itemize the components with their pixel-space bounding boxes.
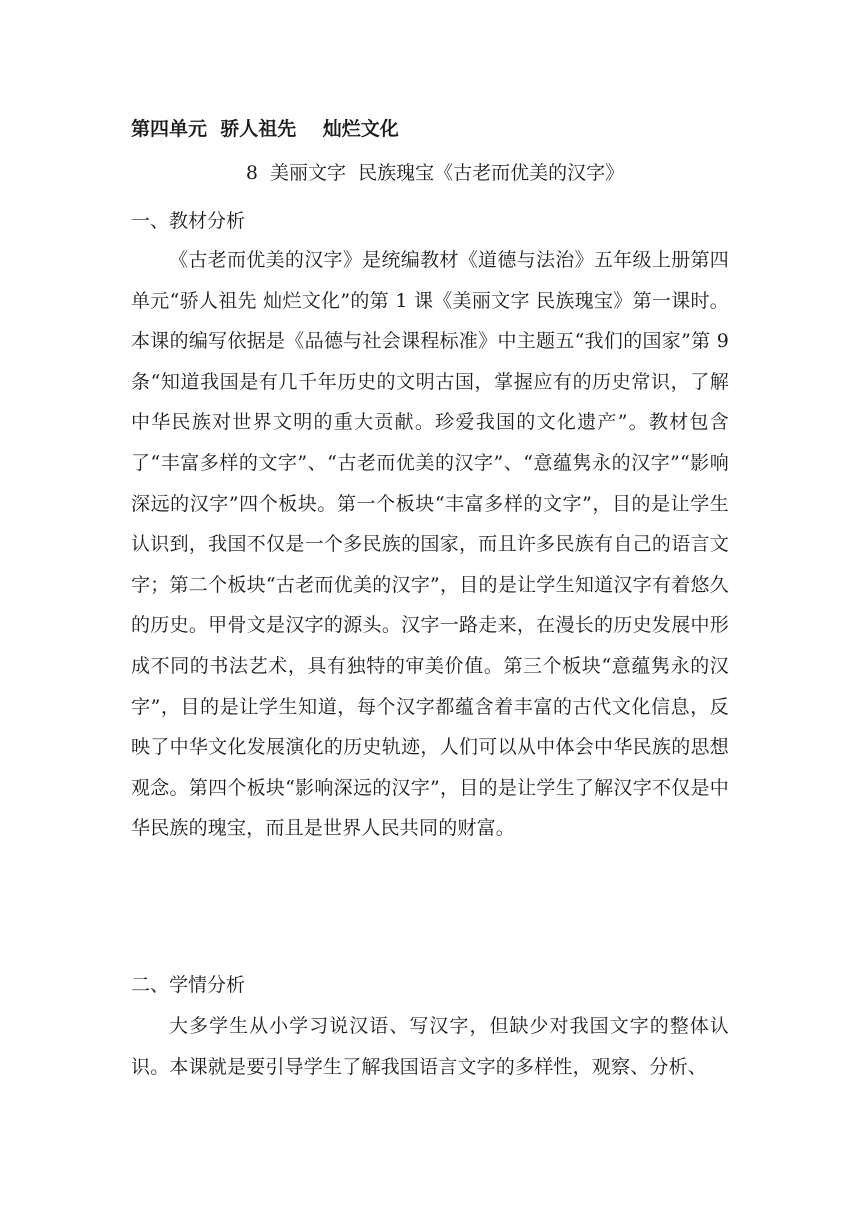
- section-heading-textbook-analysis: 一、教材分析: [131, 210, 246, 232]
- section-heading-student-analysis: 二、学情分析: [131, 974, 246, 996]
- unit-title: 第四单元 骄人祖先 灿烂文化: [131, 118, 399, 140]
- lesson-title: 8 美丽文字 民族瑰宝《古老而优美的汉字》: [245, 162, 625, 184]
- paragraph-student-analysis: 大多学生从小学习说汉语、写汉字，但缺少对我国文字的整体认识。本课就是要引导学生了解我国语言文字的多样性，观察、分析、: [131, 1015, 729, 1078]
- paragraph-textbook-analysis: 《古老而优美的汉字》是统编教材《道德与法治》五年级上册第四单元“骄人祖先 灿烂文化”的第 1 课《美丽文字 民族瑰宝》第一课时。本课的编写依据是《品德与社会课程标准》中主题五“我们的国家”第 9 条“知道我国是有几千年历史的文明古国，掌握应有的历史常识，了解中华民族对世界文明的重大贡献。珍爱我国的文化遗产”。教材包含了“丰富多样的文字”、“古老而优美的汉字”、“意蕴隽永的汉字”“影响深远的汉字”四个板块。第一个板块“丰富多样的文字”，目的是让学生认识到，我国不仅是一个多民族的国家，而且许多民族有自己的语言文字；第二个板块“古老而优美的汉字”，目的是让学生知道汉字有着悠久的历史。甲骨文是汉字的源头。汉字一路走来，在漫长的历史发展中形成不同的书法艺术，具有独特的审美价值。第三个板块“意蕴隽永的汉字”，目的是让学生知道，每个汉字都蕴含着丰富的古代文化信息，反映了中华文化发展演化的历史轨迹，人们可以从中体会中华民族的思想观念。第四个板块“影响深远的汉字”，目的是让学生了解汉字不仅是中华民族的瑰宝，而且是世界人民共同的财富。: [131, 249, 729, 840]
